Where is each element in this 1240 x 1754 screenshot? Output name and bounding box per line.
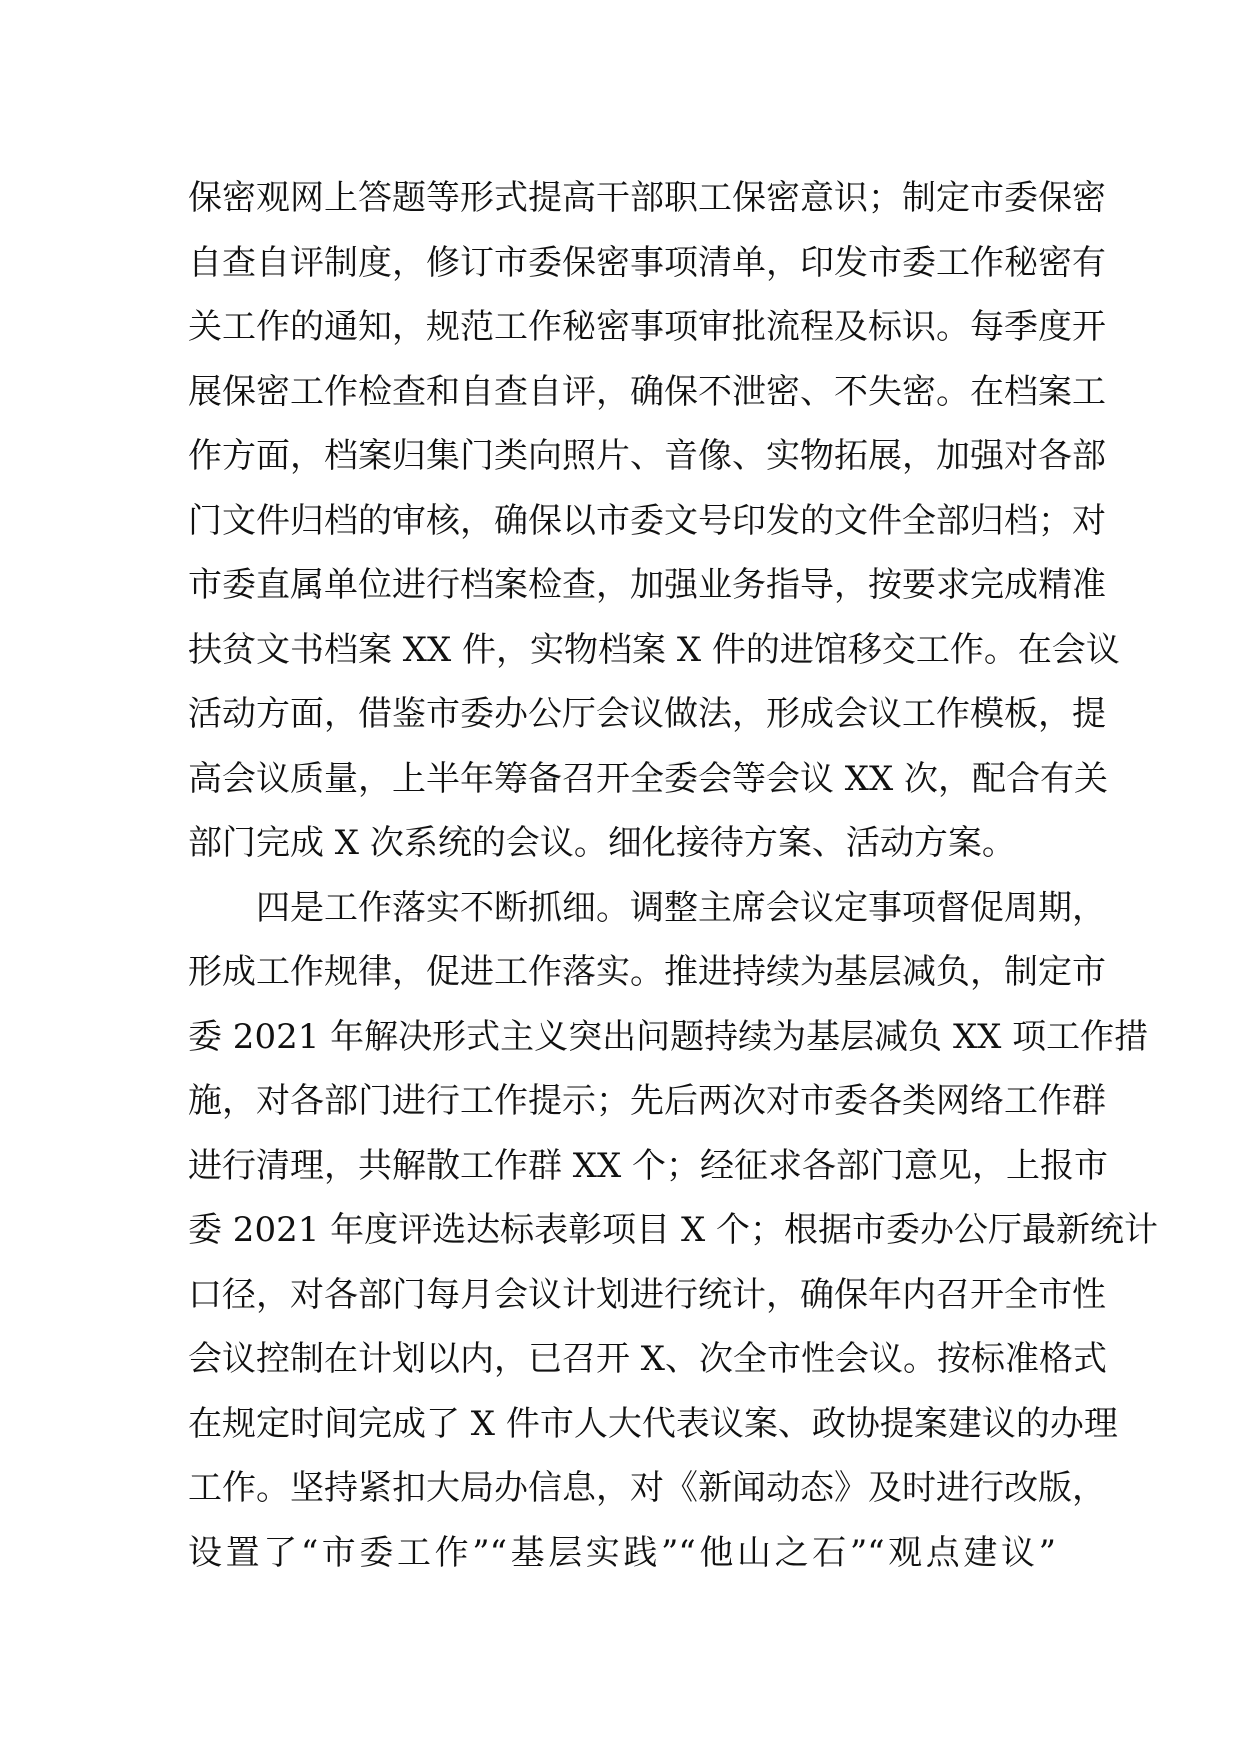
text-line: 扶贫文书档案 XX 件，实物档案 X 件的进馆移交工作。在会议	[188, 629, 1120, 670]
text-line: 进行清理，共解散工作群 XX 个；经征求各部门意见，上报市	[188, 1145, 1109, 1186]
text-line: 口径，对各部门每月会议计划进行统计，确保年内召开全市性	[188, 1274, 1106, 1315]
text-line: 高会议质量，上半年筹备召开全委会等会议 XX 次，配合有关	[188, 758, 1109, 799]
text-line: 市委直属单位进行档案检查，加强业务指导，按要求完成精准	[188, 565, 1106, 605]
text-line: 门文件归档的审核，确保以市委文号印发的文件全部归档；对	[188, 500, 1106, 541]
text-line: 委 2021 年解决形式主义突出问题持续为基层减负 XX 项工作措	[188, 1016, 1149, 1057]
text-line: 设置了“市委工作”“基层实践”“他山之石”“观点建议”	[188, 1532, 1056, 1573]
text-line: 在规定时间完成了 X 件市人大代表议案、政协提案建议的办理	[188, 1403, 1118, 1444]
text-line: 保密观网上答题等形式提高干部职工保密意识；制定市委保密	[188, 178, 1106, 218]
text-line: 工作。坚持紧扣大局办信息，对《新闻动态》及时进行改版，	[188, 1468, 1106, 1508]
text-line: 施，对各部门进行工作提示；先后两次对市委各类网络工作群	[188, 1081, 1106, 1121]
text-line: 关工作的通知，规范工作秘密事项审批流程及标识。每季度开	[188, 307, 1106, 347]
text-line: 自查自评制度，修订市委保密事项清单，印发市委工作秘密有	[188, 242, 1106, 283]
text-line: 委 2021 年度评选达标表彰项目 X 个；根据市委办公厅最新统计	[188, 1210, 1158, 1250]
text-line: 活动方面，借鉴市委办公厅会议做法，形成会议工作模板，提	[188, 694, 1106, 734]
paragraph-first-line: 四是工作落实不断抓细。调整主席会议定事项督促周期，	[256, 887, 1106, 928]
text-line: 部门完成 X 次系统的会议。细化接待方案、活动方案。	[188, 823, 1016, 863]
document-body	[188, 166, 1158, 1585]
text-line: 展保密工作检查和自查自评，确保不泄密、不失密。在档案工	[188, 371, 1106, 412]
text-line: 作方面，档案归集门类向照片、音像、实物拓展，加强对各部	[188, 436, 1106, 476]
text-line: 形成工作规律，促进工作落实。推进持续为基层减负，制定市	[188, 952, 1106, 992]
text-line: 会议控制在计划以内，已召开 X、次全市性会议。按标准格式	[188, 1339, 1108, 1379]
